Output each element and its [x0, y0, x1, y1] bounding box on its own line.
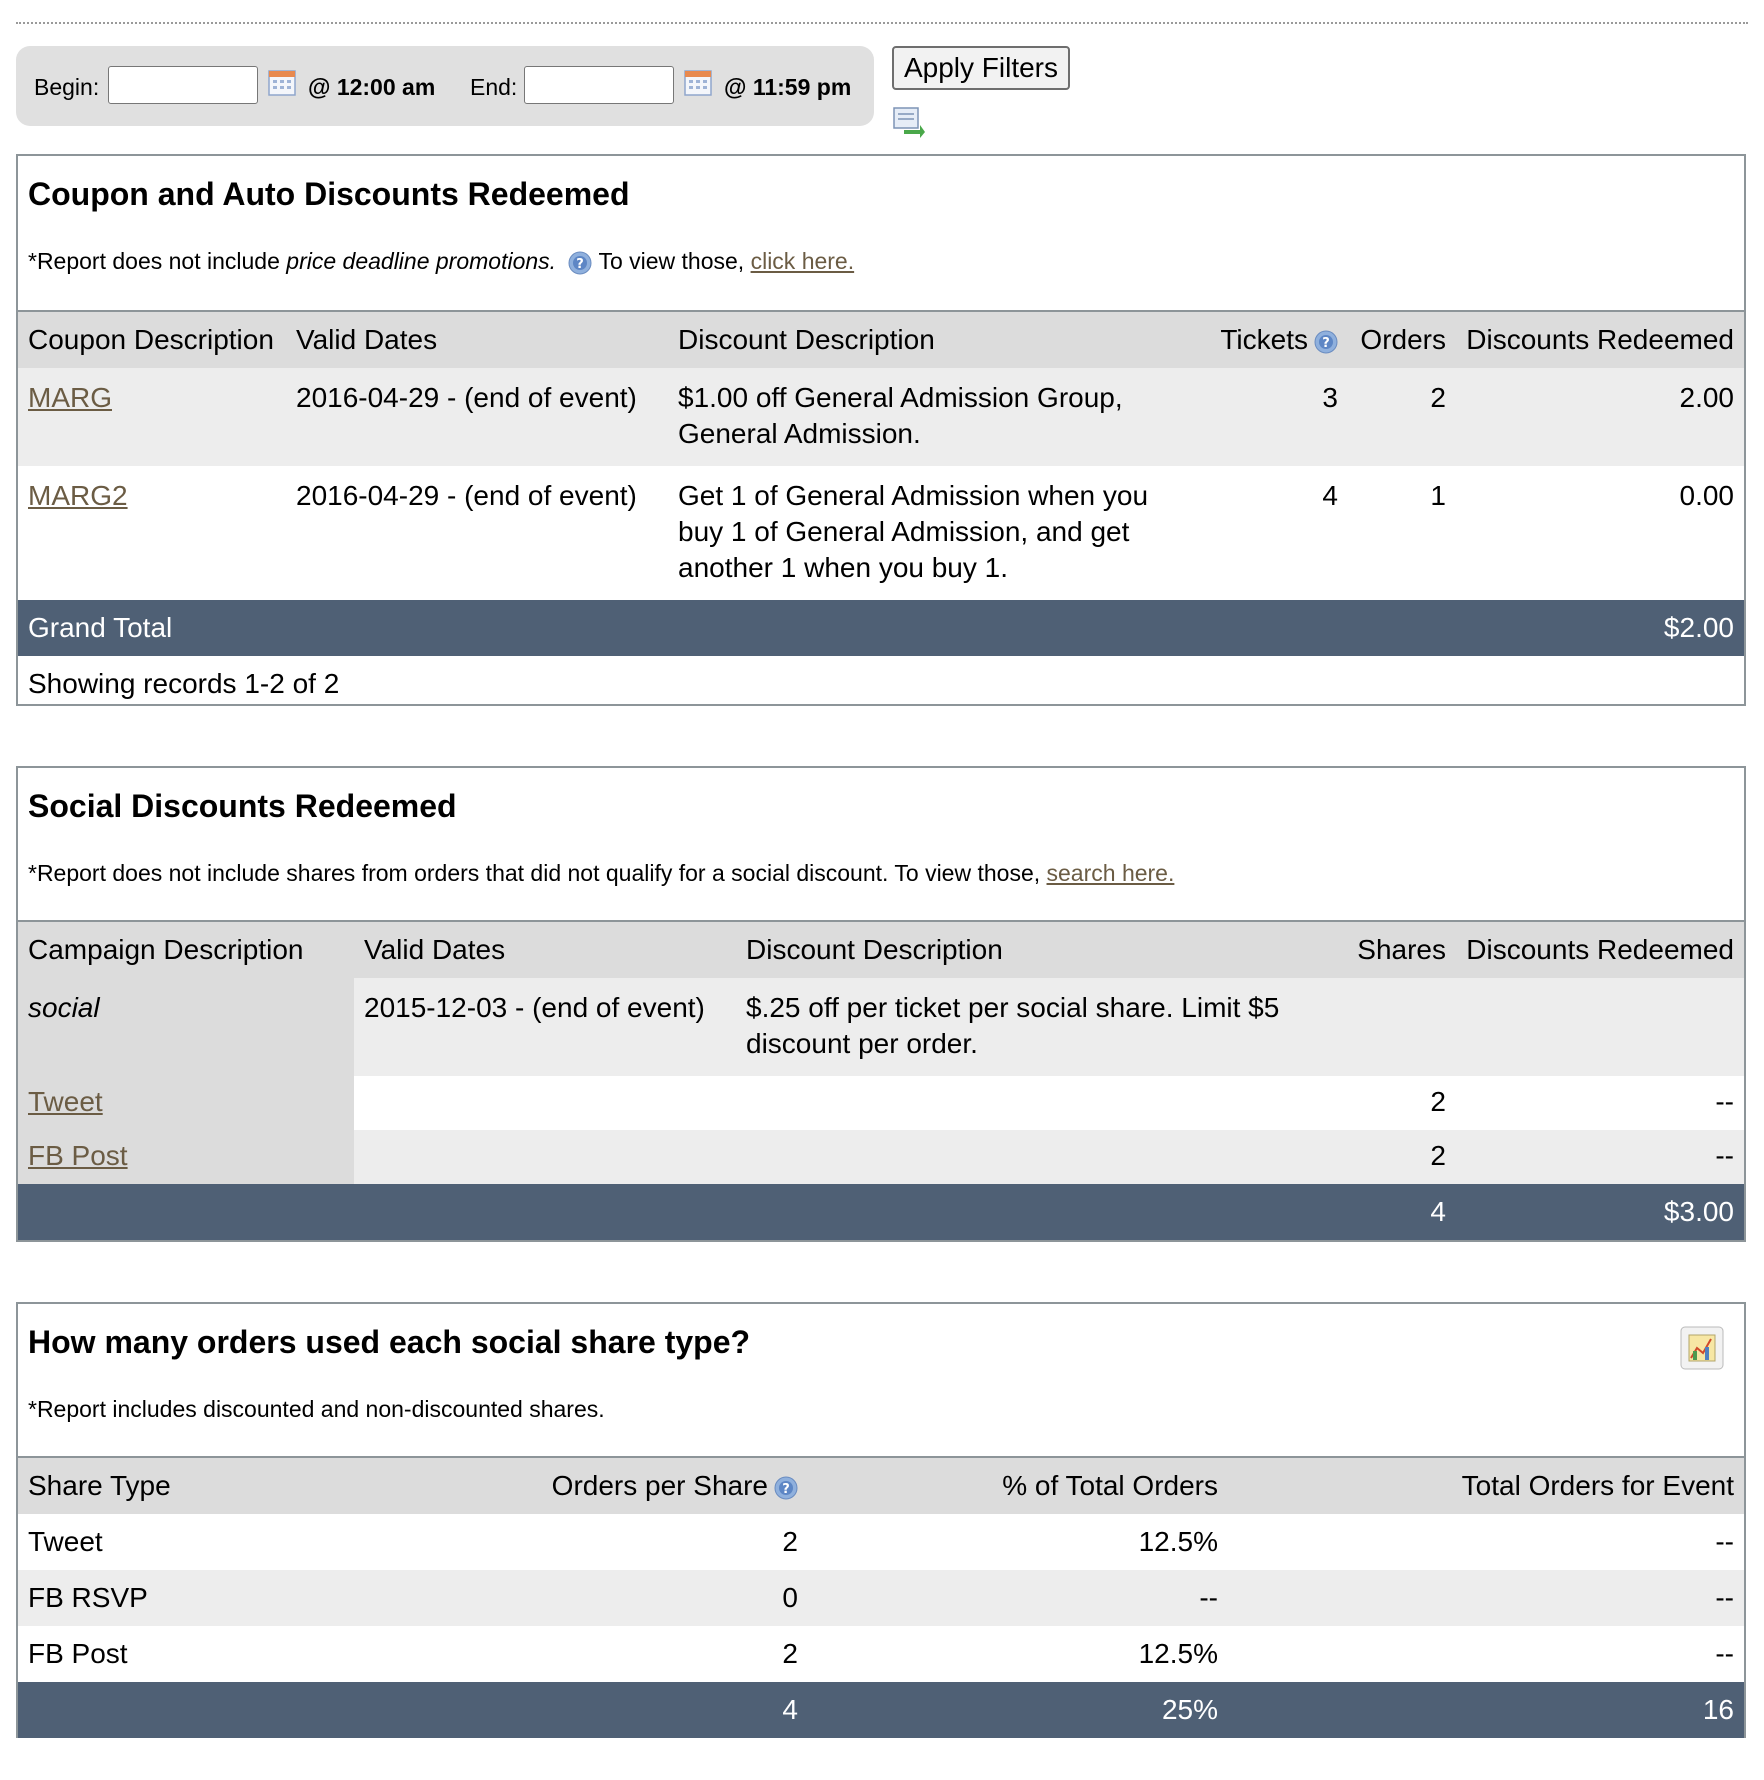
campaign-name-text: social [28, 992, 100, 1023]
col-tickets [1198, 311, 1348, 368]
note-text-2: To view those, [598, 248, 751, 274]
share-types-table [18, 1456, 1744, 1738]
discount-description-cell: Get 1 of General Admission when you buy 1 of General Admission, and get another 1 when you buy 1. [668, 466, 1198, 600]
campaign-row [18, 978, 1744, 1076]
share-type-cell: FB RSVP [18, 1570, 398, 1626]
social-panel-note [28, 860, 1174, 887]
note-italic-text: price deadline promotions. [286, 248, 557, 274]
coupon-discounts-panel [16, 154, 1746, 706]
coupon-panel-title: Coupon and Auto Discounts Redeemed [28, 176, 630, 212]
end-date-input[interactable] [524, 66, 674, 104]
col-valid-dates: Valid Dates [286, 311, 668, 368]
orders-cell: 2 [1348, 368, 1456, 466]
grand-total-value: $2.00 [1456, 600, 1744, 656]
help-icon[interactable] [1314, 330, 1338, 354]
redeemed-cell: 2.00 [1456, 368, 1744, 466]
orders-cell: 1 [1348, 466, 1456, 600]
total-orders-cell: -- [1228, 1570, 1744, 1626]
end-label: End: [470, 74, 518, 100]
shares-cell: 2 [1346, 1130, 1456, 1184]
chart-icon[interactable] [1680, 1326, 1724, 1370]
social-total-row [18, 1184, 1744, 1240]
discount-description-cell: $1.00 off General Admission Group, General Admission. [668, 368, 1198, 466]
total-pct: 25% [808, 1682, 1228, 1738]
date-filter-bar [16, 46, 874, 126]
discount-description-cell: $.25 off per ticket per social share. Limit $5 discount per order. [736, 978, 1346, 1076]
coupon-panel-note [28, 248, 854, 275]
pct-cell: -- [808, 1570, 1228, 1626]
total-orders-cell: -- [1228, 1626, 1744, 1682]
coupon-table-header [18, 311, 1744, 368]
table-row [18, 1130, 1744, 1184]
orders-per-share-cell: 0 [398, 1570, 808, 1626]
total-orders-per-share: 4 [398, 1682, 808, 1738]
col-discount-description: Discount Description [668, 311, 1198, 368]
help-icon[interactable] [774, 1476, 798, 1500]
social-table-header [18, 921, 1744, 978]
total-orders-event: 16 [1228, 1682, 1744, 1738]
col-discounts-redeemed: Discounts Redeemed [1456, 311, 1744, 368]
records-count: Showing records 1-2 of 2 [28, 668, 340, 699]
social-discounts-panel [16, 766, 1746, 1242]
share-types-total-row [18, 1682, 1744, 1738]
end-time: @ 11:59 pm [724, 74, 852, 100]
share-type-cell: FB Post [18, 1626, 398, 1682]
pct-cell: 12.5% [808, 1514, 1228, 1570]
begin-date-input[interactable] [108, 66, 258, 104]
share-type-link[interactable]: FB Post [28, 1140, 128, 1171]
calendar-icon[interactable] [268, 68, 296, 96]
grand-total-label: Grand Total [18, 600, 1456, 656]
share-types-panel-title: How many orders used each social share type? [28, 1324, 751, 1360]
col-orders-per-share [398, 1457, 808, 1514]
col-tickets-label: Tickets [1220, 324, 1308, 355]
valid-dates-cell: 2015-12-03 - (end of event) [354, 978, 736, 1076]
share-types-panel-note: *Report includes discounted and non-discounted shares. [28, 1396, 605, 1422]
svg-text:?: ? [1322, 335, 1330, 351]
col-pct-total-orders: % of Total Orders [808, 1457, 1228, 1514]
social-panel-title: Social Discounts Redeemed [28, 788, 457, 824]
pct-cell: 12.5% [808, 1626, 1228, 1682]
calendar-icon[interactable] [684, 68, 712, 96]
coupon-link[interactable]: MARG2 [28, 480, 128, 511]
apply-filters-button[interactable]: Apply Filters [892, 46, 1070, 90]
col-total-orders-event: Total Orders for Event [1228, 1457, 1744, 1514]
share-type-cell: Tweet [18, 1514, 398, 1570]
col-discount-description: Discount Description [736, 921, 1346, 978]
col-orders-per-share-label: Orders per Share [551, 1470, 768, 1501]
coupon-table [18, 310, 1744, 712]
col-coupon-description: Coupon Description [18, 311, 286, 368]
share-types-panel [16, 1302, 1746, 1738]
svg-text:?: ? [576, 256, 585, 272]
svg-text:?: ? [782, 1481, 790, 1497]
total-orders-cell: -- [1228, 1514, 1744, 1570]
help-icon[interactable] [568, 251, 592, 275]
tickets-cell: 4 [1198, 466, 1348, 600]
share-types-table-header [18, 1457, 1744, 1514]
social-table [18, 920, 1744, 1240]
redeemed-cell: 0.00 [1456, 466, 1744, 600]
orders-per-share-cell: 2 [398, 1514, 808, 1570]
table-row [18, 1626, 1744, 1682]
share-type-link[interactable]: Tweet [28, 1086, 103, 1117]
col-campaign-description: Campaign Description [18, 921, 354, 978]
coupon-link[interactable]: MARG [28, 382, 112, 413]
records-row [18, 656, 1744, 712]
begin-time: @ 12:00 am [308, 74, 436, 100]
col-valid-dates: Valid Dates [354, 921, 736, 978]
table-row [18, 368, 1744, 466]
shares-cell: 2 [1346, 1076, 1456, 1130]
refresh-icon[interactable] [892, 104, 926, 138]
table-row [18, 1076, 1744, 1130]
price-deadline-link[interactable]: click here. [750, 248, 855, 274]
begin-label: Begin: [34, 74, 100, 100]
col-orders: Orders [1348, 311, 1456, 368]
orders-per-share-cell: 2 [398, 1626, 808, 1682]
table-row [18, 1570, 1744, 1626]
note-text: *Report does not include [28, 248, 287, 274]
campaign-name [18, 978, 354, 1076]
total-shares: 4 [1346, 1184, 1456, 1240]
col-share-type: Share Type [18, 1457, 398, 1514]
top-divider [16, 22, 1748, 24]
tickets-cell: 3 [1198, 368, 1348, 466]
valid-dates-cell: 2016-04-29 - (end of event) [286, 466, 668, 600]
table-row [18, 466, 1744, 600]
col-discounts-redeemed: Discounts Redeemed [1456, 921, 1744, 978]
redeemed-cell: -- [1456, 1076, 1744, 1130]
valid-dates-cell: 2016-04-29 - (end of event) [286, 368, 668, 466]
grand-total-row [18, 600, 1744, 656]
search-here-link[interactable]: search here. [1046, 860, 1175, 886]
table-row [18, 1514, 1744, 1570]
note-text: *Report does not include shares from orders that did not qualify for a social discount. To view those, [28, 860, 1047, 886]
total-redeemed: $3.00 [1456, 1184, 1744, 1240]
redeemed-cell: -- [1456, 1130, 1744, 1184]
col-shares: Shares [1346, 921, 1456, 978]
